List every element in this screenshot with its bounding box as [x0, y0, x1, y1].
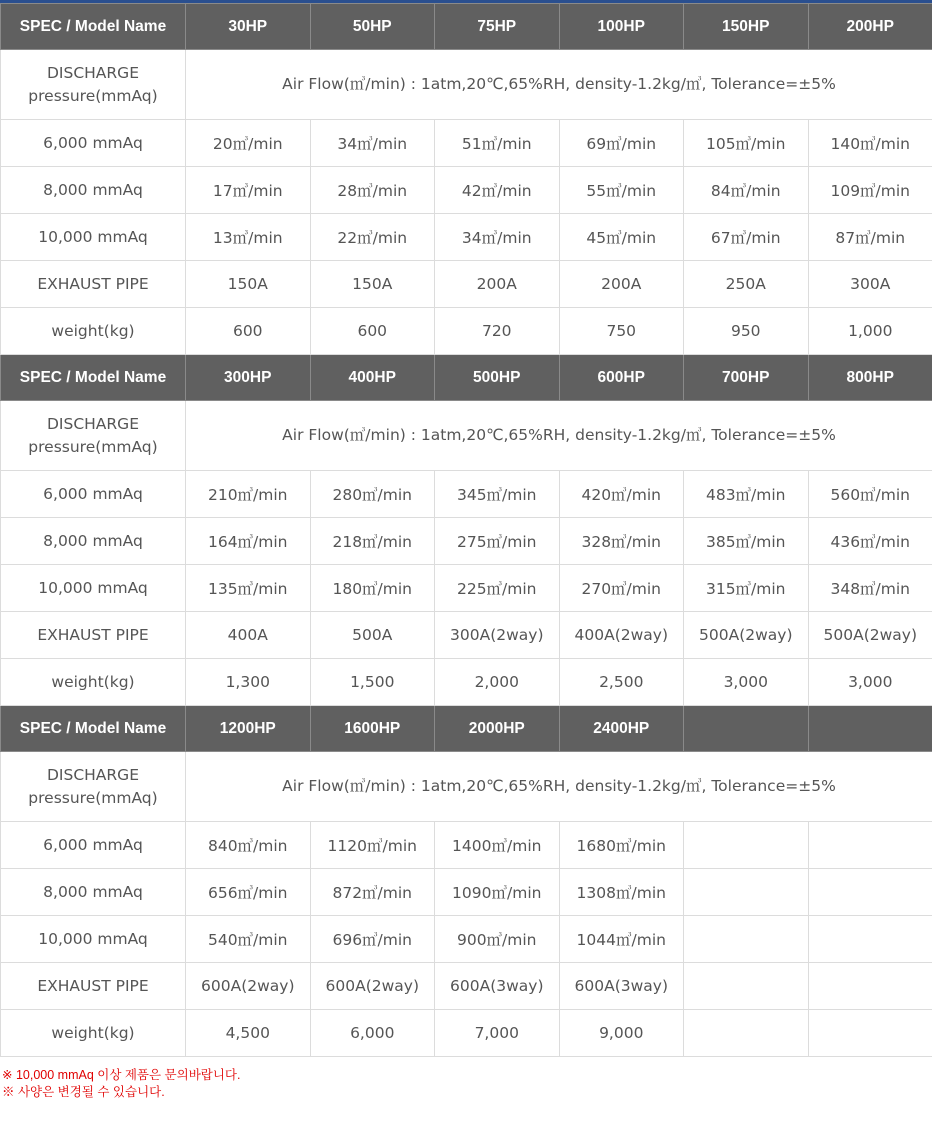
spec-value-cell: 250A [684, 261, 809, 308]
spec-value-cell: 500A [310, 612, 435, 659]
row-weight [1, 308, 932, 355]
spec-value-cell: 135㎥/min [186, 565, 311, 612]
spec-model-name-header: SPEC / Model Name [1, 706, 186, 752]
spec-value-cell: 150A [310, 261, 435, 308]
spec-value-cell: 225㎥/min [435, 565, 560, 612]
model-name-header: 800HP [808, 355, 932, 401]
model-name-header: 2000HP [435, 706, 560, 752]
spec-value-cell: 500A(2way) [808, 612, 932, 659]
spec-value-cell: 2,000 [435, 659, 560, 706]
row-label: 6,000 mmAq [1, 471, 186, 518]
spec-value-cell: 696㎥/min [310, 916, 435, 963]
row-label: 10,000 mmAq [1, 214, 186, 261]
spec-value-cell [684, 869, 809, 916]
spec-value-cell: 328㎥/min [559, 518, 684, 565]
spec-value-cell: 420㎥/min [559, 471, 684, 518]
spec-value-cell: 270㎥/min [559, 565, 684, 612]
spec-value-cell: 3,000 [808, 659, 932, 706]
spec-value-cell: 1120㎥/min [310, 822, 435, 869]
spec-value-cell: 67㎥/min [684, 214, 809, 261]
model-name-header: 50HP [310, 4, 435, 50]
model-name-header [684, 706, 809, 752]
discharge-label-line1: DISCHARGE [46, 414, 139, 433]
spec-value-cell: 87㎥/min [808, 214, 932, 261]
spec-value-cell: 84㎥/min [684, 167, 809, 214]
model-name-header: 1200HP [186, 706, 311, 752]
row-exhaust-pipe [1, 612, 932, 659]
row-8000-mmaq [1, 518, 932, 565]
model-name-header: 2400HP [559, 706, 684, 752]
spec-value-cell: 872㎥/min [310, 869, 435, 916]
spec-value-cell: 200A [435, 261, 560, 308]
spec-value-cell: 483㎥/min [684, 471, 809, 518]
discharge-row [1, 752, 932, 822]
spec-value-cell [684, 822, 809, 869]
model-name-header: 1600HP [310, 706, 435, 752]
model-name-header: 700HP [684, 355, 809, 401]
model-name-header: 30HP [186, 4, 311, 50]
row-label: weight(kg) [1, 308, 186, 355]
spec-value-cell: 275㎥/min [435, 518, 560, 565]
model-name-header: 75HP [435, 4, 560, 50]
row-weight [1, 659, 932, 706]
air-flow-conditions: Air Flow(㎥/min) : 1atm,20℃,65%RH, density-1.2kg/㎥, Tolerance=±5% [186, 401, 932, 471]
spec-value-cell: 600A(2way) [310, 963, 435, 1010]
spec-value-cell: 1,000 [808, 308, 932, 355]
spec-value-cell: 600A(2way) [186, 963, 311, 1010]
spec-value-cell: 164㎥/min [186, 518, 311, 565]
spec-value-cell: 300A [808, 261, 932, 308]
model-header-row [1, 706, 932, 752]
model-name-header: 100HP [559, 4, 684, 50]
note-inquiry: ※ 10,000 mmAq 이상 제품은 문의바랍니다. [2, 1068, 241, 1082]
row-exhaust-pipe [1, 261, 932, 308]
spec-value-cell [684, 1010, 809, 1057]
spec-value-cell: 6,000 [310, 1010, 435, 1057]
row-label: weight(kg) [1, 1010, 186, 1057]
spec-value-cell: 315㎥/min [684, 565, 809, 612]
spec-value-cell: 218㎥/min [310, 518, 435, 565]
model-name-header: 600HP [559, 355, 684, 401]
spec-value-cell: 600 [186, 308, 311, 355]
spec-value-cell: 656㎥/min [186, 869, 311, 916]
row-10000-mmaq [1, 214, 932, 261]
spec-value-cell [684, 963, 809, 1010]
model-name-header [808, 706, 932, 752]
model-name-header: 400HP [310, 355, 435, 401]
spec-value-cell: 2,500 [559, 659, 684, 706]
spec-value-cell: 600 [310, 308, 435, 355]
spec-value-cell: 1,500 [310, 659, 435, 706]
model-header-row [1, 355, 932, 401]
spec-value-cell [808, 869, 932, 916]
spec-value-cell: 69㎥/min [559, 120, 684, 167]
spec-value-cell: 34㎥/min [435, 214, 560, 261]
row-label: 10,000 mmAq [1, 916, 186, 963]
spec-table [0, 3, 932, 1057]
discharge-row [1, 50, 932, 120]
row-8000-mmaq [1, 167, 932, 214]
discharge-pressure-label [1, 50, 186, 120]
spec-value-cell: 140㎥/min [808, 120, 932, 167]
row-6000-mmaq [1, 120, 932, 167]
spec-value-cell [808, 1010, 932, 1057]
note-spec-change: ※ 사양은 변경될 수 있습니다. [2, 1085, 165, 1099]
spec-value-cell: 4,500 [186, 1010, 311, 1057]
spec-value-cell: 720 [435, 308, 560, 355]
row-label: EXHAUST PIPE [1, 963, 186, 1010]
row-label: 8,000 mmAq [1, 167, 186, 214]
spec-value-cell: 150A [186, 261, 311, 308]
spec-value-cell: 42㎥/min [435, 167, 560, 214]
model-header-row [1, 4, 932, 50]
spec-value-cell: 900㎥/min [435, 916, 560, 963]
air-flow-conditions: Air Flow(㎥/min) : 1atm,20℃,65%RH, density-1.2kg/㎥, Tolerance=±5% [186, 752, 932, 822]
row-label: 8,000 mmAq [1, 518, 186, 565]
air-flow-conditions: Air Flow(㎥/min) : 1atm,20℃,65%RH, density-1.2kg/㎥, Tolerance=±5% [186, 50, 932, 120]
spec-value-cell: 750 [559, 308, 684, 355]
spec-value-cell: 1400㎥/min [435, 822, 560, 869]
spec-value-cell [808, 822, 932, 869]
spec-value-cell: 7,000 [435, 1010, 560, 1057]
spec-value-cell: 34㎥/min [310, 120, 435, 167]
row-label: EXHAUST PIPE [1, 261, 186, 308]
discharge-row [1, 401, 932, 471]
discharge-pressure-label [1, 752, 186, 822]
spec-value-cell: 400A [186, 612, 311, 659]
spec-value-cell: 400A(2way) [559, 612, 684, 659]
spec-value-cell [808, 963, 932, 1010]
spec-value-cell [808, 916, 932, 963]
row-label: 6,000 mmAq [1, 822, 186, 869]
spec-value-cell: 950 [684, 308, 809, 355]
spec-value-cell: 9,000 [559, 1010, 684, 1057]
spec-value-cell: 51㎥/min [435, 120, 560, 167]
discharge-label-line1: DISCHARGE [46, 63, 139, 82]
row-label: weight(kg) [1, 659, 186, 706]
row-label: 8,000 mmAq [1, 869, 186, 916]
spec-value-cell: 55㎥/min [559, 167, 684, 214]
row-10000-mmaq [1, 916, 932, 963]
spec-value-cell: 3,000 [684, 659, 809, 706]
row-6000-mmaq [1, 471, 932, 518]
spec-value-cell: 345㎥/min [435, 471, 560, 518]
model-name-header: 150HP [684, 4, 809, 50]
spec-value-cell: 600A(3way) [435, 963, 560, 1010]
spec-value-cell: 200A [559, 261, 684, 308]
spec-value-cell: 17㎥/min [186, 167, 311, 214]
spec-value-cell: 210㎥/min [186, 471, 311, 518]
spec-value-cell: 28㎥/min [310, 167, 435, 214]
spec-value-cell: 22㎥/min [310, 214, 435, 261]
spec-value-cell: 560㎥/min [808, 471, 932, 518]
spec-value-cell: 280㎥/min [310, 471, 435, 518]
spec-value-cell: 300A(2way) [435, 612, 560, 659]
spec-value-cell [684, 916, 809, 963]
discharge-pressure-label [1, 401, 186, 471]
discharge-label-line2: pressure(mmAq) [28, 788, 158, 807]
discharge-label-line1: DISCHARGE [46, 765, 139, 784]
spec-value-cell: 45㎥/min [559, 214, 684, 261]
spec-value-cell: 348㎥/min [808, 565, 932, 612]
row-6000-mmaq [1, 822, 932, 869]
model-name-header: 300HP [186, 355, 311, 401]
discharge-label-line2: pressure(mmAq) [28, 86, 158, 105]
spec-value-cell: 105㎥/min [684, 120, 809, 167]
spec-value-cell: 1308㎥/min [559, 869, 684, 916]
spec-value-cell: 20㎥/min [186, 120, 311, 167]
model-name-header: 200HP [808, 4, 932, 50]
spec-value-cell: 436㎥/min [808, 518, 932, 565]
row-weight [1, 1010, 932, 1057]
discharge-label-line2: pressure(mmAq) [28, 437, 158, 456]
row-8000-mmaq [1, 869, 932, 916]
spec-value-cell: 1680㎥/min [559, 822, 684, 869]
spec-value-cell: 1,300 [186, 659, 311, 706]
spec-value-cell: 1044㎥/min [559, 916, 684, 963]
row-10000-mmaq [1, 565, 932, 612]
spec-model-name-header: SPEC / Model Name [1, 355, 186, 401]
spec-value-cell: 13㎥/min [186, 214, 311, 261]
row-exhaust-pipe [1, 963, 932, 1010]
row-label: EXHAUST PIPE [1, 612, 186, 659]
spec-model-name-header: SPEC / Model Name [1, 4, 186, 50]
spec-value-cell: 540㎥/min [186, 916, 311, 963]
spec-value-cell: 180㎥/min [310, 565, 435, 612]
spec-value-cell: 500A(2way) [684, 612, 809, 659]
spec-value-cell: 840㎥/min [186, 822, 311, 869]
model-name-header: 500HP [435, 355, 560, 401]
row-label: 10,000 mmAq [1, 565, 186, 612]
spec-value-cell: 109㎥/min [808, 167, 932, 214]
spec-value-cell: 1090㎥/min [435, 869, 560, 916]
row-label: 6,000 mmAq [1, 120, 186, 167]
spec-value-cell: 600A(3way) [559, 963, 684, 1010]
spec-value-cell: 385㎥/min [684, 518, 809, 565]
